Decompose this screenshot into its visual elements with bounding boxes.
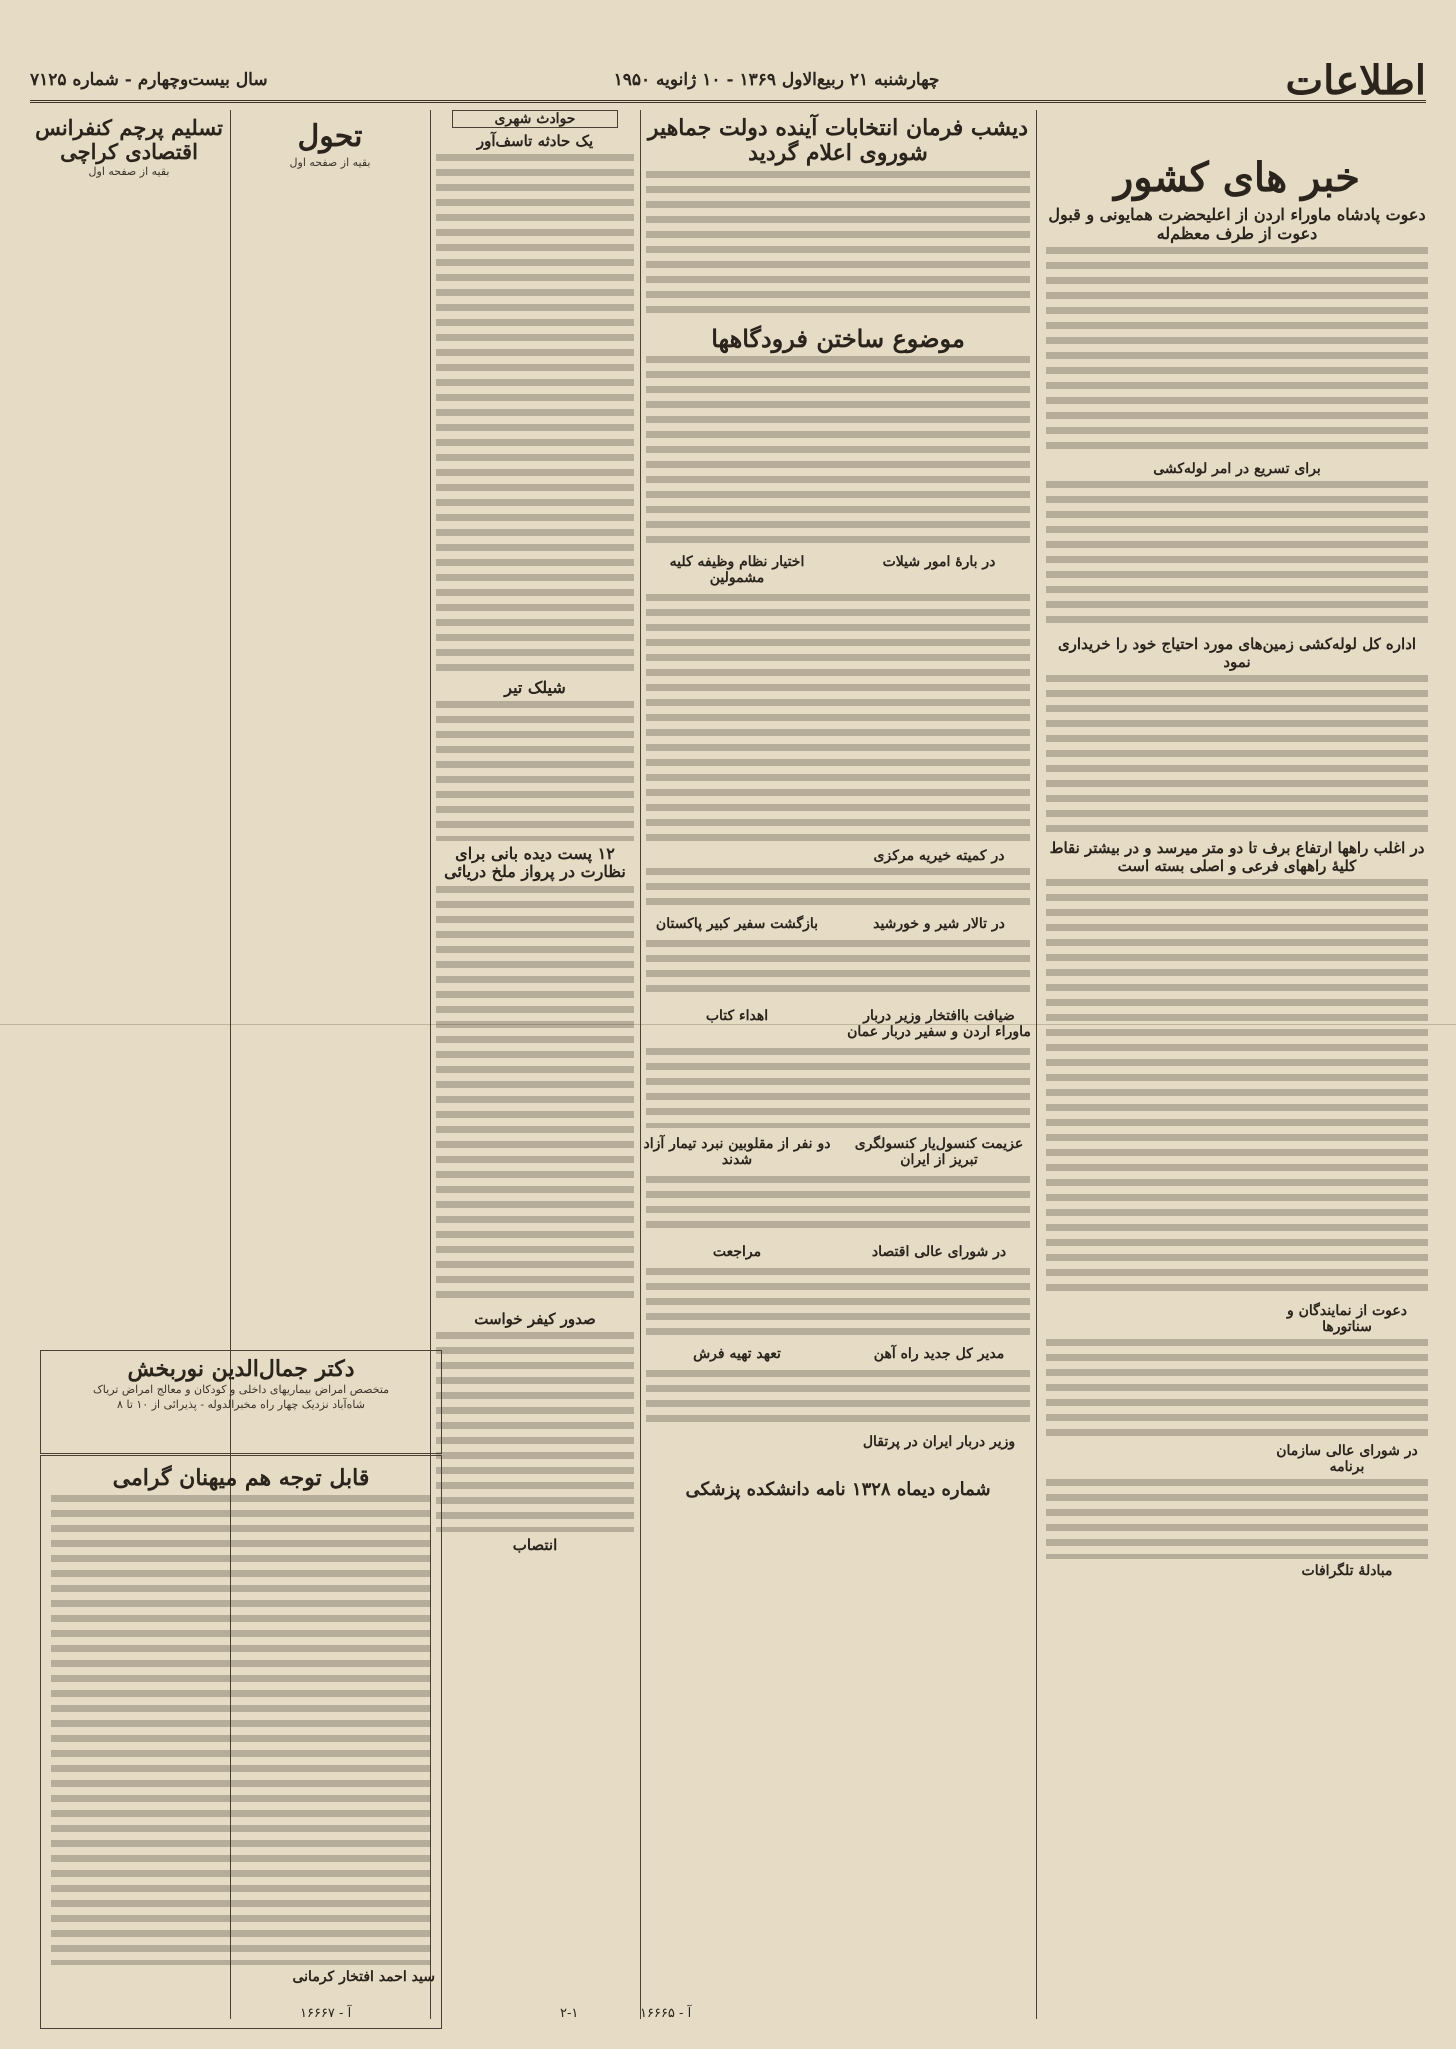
headline: عزیمت کنسول‌یار کنسولگری تبریز از ایران — [854, 1136, 1024, 1169]
issue-number: سال بیست‌وچهارم - شماره ۷۱۲۵ — [30, 70, 268, 90]
headline: شماره دیماه ۱۳۲۸ نامه دانشکده پزشکی — [685, 1479, 991, 1501]
headline-main: دیشب فرمان انتخابات آینده دولت جماهیر شوروی اعلام گردید — [647, 115, 1029, 167]
doctor-name: دکتر جمال‌الدین نوربخش — [127, 1356, 355, 1382]
continuation-note: بقیه از صفحه اول — [289, 155, 371, 169]
ad-code: آ - ۱۶۶۶۵ — [640, 2006, 692, 2021]
article-title: تحول — [297, 119, 363, 154]
section-label: حوادث شهری — [452, 110, 618, 128]
headline: دعوت از نمایندگان و سناتورها — [1287, 1303, 1407, 1335]
continuation-note: بقیه از صفحه اول — [88, 165, 170, 179]
headline: ضیافت باافتخار وزیر دربار ماوراء اردن و سفیر دربار عمان — [847, 1008, 1031, 1041]
column-conference — [30, 110, 228, 1410]
headline: ۱۲ پست دیده بانی برای نظارت در پرواز ملخ دریائی — [444, 844, 626, 882]
headline: یک حادثه تاسف‌آور — [476, 132, 594, 150]
paper-logo: اطلاعات — [1285, 56, 1426, 104]
headline: مراجعت — [712, 1244, 762, 1261]
headline: اهداء کتاب — [705, 1008, 769, 1025]
ad-code: آ - ۱۶۶۶۷ — [300, 2006, 352, 2021]
section-title: خبر های کشور — [1113, 154, 1360, 201]
headline: در بارهٔ امور شیلات — [882, 554, 996, 571]
doctor-desc: متخصص امراض بیماریهای داخلی و کودکان و معالج امراض تریاک — [92, 1383, 390, 1397]
ad-doctor — [40, 1350, 442, 1454]
headline: در تالار شیر و خورشید — [873, 916, 1005, 933]
headline: موضوع ساختن فرودگاهها — [711, 323, 965, 353]
ad-notice — [40, 1455, 442, 2029]
masthead — [30, 56, 1426, 104]
doctor-address: شاه‌آباد نزدیک چهار راه مخبرالدوله - پذیرائی از ۱۰ تا ۸ — [117, 1398, 365, 1412]
headline: شیلک تیر — [504, 678, 566, 697]
headline: انتصاب — [512, 1535, 558, 1554]
column-tahavol — [232, 110, 428, 1410]
headline: اداره کل لوله‌کشی زمین‌های مورد احتیاج خود را خریداری نمود — [1057, 635, 1417, 671]
column-city-events — [432, 110, 638, 2015]
headline: در کمیته خیریه مرکزی — [873, 848, 1005, 865]
headline: صدور کیفر خواست — [474, 1309, 596, 1328]
headline: بازگشت سفیر کبیر پاکستان — [655, 916, 819, 933]
column-news — [1042, 110, 1432, 2015]
headline: مبادلهٔ تلگرافات — [1301, 1563, 1393, 1579]
headline: در اغلب راهها ارتفاع برف تا دو متر میرسد و در بیشتر نقاط کلیهٔ راههای فرعی و اصلی بسته است — [1049, 839, 1425, 875]
notice-signature: سید احمد افتخار کرمانی — [292, 1969, 435, 1986]
headline: دو نفر از مقلوبین نبرد تیمار آزاد شدند — [643, 1136, 831, 1169]
headline: اختیار نظام وظیفه کلیه مشمولین — [669, 554, 805, 587]
column-middle — [642, 110, 1034, 2015]
ad-code: ۲-۱ — [560, 2006, 579, 2021]
headline: در شورای عالی اقتصاد — [871, 1244, 1007, 1261]
notice-title: قابل توجه هم میهنان گرامی — [112, 1465, 370, 1491]
headline: دعوت پادشاه ماوراء اردن از اعلیحضرت همایونی و قبول دعوت از طرف معظم‌له — [1048, 205, 1426, 243]
headline: وزیر دربار ایران در پرتقال — [862, 1434, 1016, 1451]
article-title: تسلیم پرچم کنفرانس اقتصادی کراچی — [35, 115, 223, 165]
headline: مدیر کل جدید راه آهن — [873, 1346, 1005, 1363]
headline: برای تسریع در امر لوله‌کشی — [1153, 461, 1321, 477]
headline: در شورای عالی سازمان برنامه — [1276, 1443, 1418, 1475]
issue-date: چهارشنبه ۲۱ ربیع‌الاول ۱۳۶۹ - ۱۰ ژانویه ۱۹۵۰ — [613, 70, 940, 90]
headline: تعهد تهیه فرش — [693, 1346, 781, 1363]
